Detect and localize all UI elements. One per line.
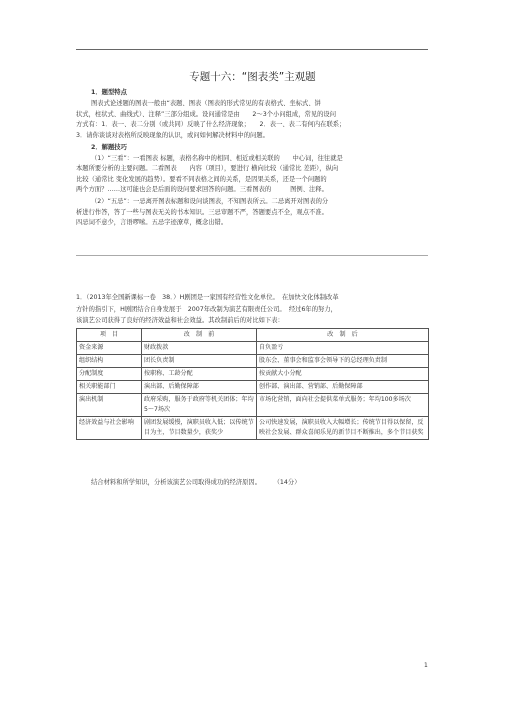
question-line-1: 1．（2013年全国新课标一卷 38．）H剧团是一家国有经营性文化单位。 在加快文化体制改革 <box>76 294 339 301</box>
table-cell: 自负盈亏 <box>257 342 429 355</box>
comparison-table <box>76 328 429 440</box>
table-header-row <box>77 329 429 342</box>
table-header-item: 项 目 <box>77 329 142 342</box>
page-title: 专题十六：“图表类”主观题 <box>189 71 316 83</box>
table-cell: 团长负责制 <box>142 355 257 368</box>
question-line-2: 方针的指引下，H剧团结合自身发展于 2007年改制为演艺有限责任公司。 经过6年的努力， <box>76 306 337 313</box>
table-cell: 演出机制 <box>77 394 142 417</box>
features-line-1: 图表式论述题的图表一般由“表题、图表（图表的形式常见的有表格式、坐标式、饼 <box>91 100 321 107</box>
features-line-4: 3．请你谈谈对表格所反映现象的认识，或问如何解决材料中的问题。 <box>76 132 269 139</box>
skills-line-6: 析进行作答，答了一些与图表无关的书本知识。三忌审题不严，答题要点不全，观点不准。 <box>76 209 328 216</box>
table-cell: 公司快速发展，演职员收入大幅增长；传统节目得以保留，反映社会发展、群众喜闻乐见的新节目不断推出，多个节目获奖 <box>257 417 429 440</box>
section-divider <box>76 255 428 256</box>
features-heading: 1．题型特点 <box>91 89 127 96</box>
header-rule <box>76 49 428 50</box>
skills-line-4: 两个方面？……这可能也会是后面的设问要求回答的问题。三看图表的 图例、注释。 <box>76 186 328 193</box>
skills-heading: 2．解题技巧 <box>91 144 127 151</box>
table-cell: 剧团发展缓慢，演职员收入低；以传统节目为主，节目数量少，获奖少 <box>142 417 257 440</box>
table-cell: 股东会、董事会和监事会领导下的总经理负责制 <box>257 355 429 368</box>
table-cell: 市场化营销，面向社会提供菜单式服务；年均100多场次 <box>257 394 429 417</box>
skills-line-7: 四忌词不意少，言语啰嗦。五忌字迹潦草，概念出错。 <box>76 219 228 226</box>
question-prompt: 结合材料和所学知识，分析该演艺公司取得成功的经济原因。 （14分） <box>91 479 301 486</box>
skills-line-5: （2）“五忌”：一忌离开图表标题和设问谈图表，不知图表所云。二忌离开对图表的分 <box>91 198 329 205</box>
table-header-after: 改 制 后 <box>257 329 429 342</box>
table-cell: 资金来源 <box>77 342 142 355</box>
skills-line-3: 比较（通常比 变化发展的趋势）。要看不同表格之间的关系，是因果关系，还是一个问题的 <box>76 176 327 183</box>
skills-line-1: （1）“三看”：一看图表 标题，表格名称中的相同、相近或相关联的 中心词，往往就是 <box>91 155 343 162</box>
skills-line-2: 本题所要分析的主要问题。二看图表 内容（项目），要进行 横向比较（通常比 差距），纵向 <box>76 165 339 172</box>
table-row <box>77 394 429 417</box>
table-row <box>77 355 429 368</box>
question-line-3: 该演艺公司获得了良好的经济效益和社会效益。其改制前后的对比如下表： <box>76 317 284 324</box>
page-number: 1 <box>424 662 428 669</box>
table-row <box>77 342 429 355</box>
table-cell: 财政拨款 <box>142 342 257 355</box>
features-line-2: 状式，柱状式、曲线式）、注释”三部分组成。设问通常是由 2～3个小问组成，常见的设问 <box>76 111 336 118</box>
table-cell: 按职称、工龄分配 <box>142 368 257 381</box>
table-cell: 创作部、演出部、营销部、后勤保障部 <box>257 381 429 394</box>
table-header-before: 改 制 前 <box>142 329 257 342</box>
table-cell: 演出部、后勤保障部 <box>142 381 257 394</box>
table-row <box>77 368 429 381</box>
table-row <box>77 417 429 440</box>
table-cell: 政府采购，服务于政府等机关团体；年均 5～7场次 <box>142 394 257 417</box>
table-cell: 组织结构 <box>77 355 142 368</box>
features-line-3: 方式有：1．表一、表二分别（或共同）反映了什么经济现象； 2．表一、表二有何内在联系； <box>76 121 346 128</box>
table-cell: 经济效益与社会影响 <box>77 417 142 440</box>
table-cell: 相关职能部门 <box>77 381 142 394</box>
table-cell: 分配制度 <box>77 368 142 381</box>
table-cell: 按贡献大小分配 <box>257 368 429 381</box>
table-row <box>77 381 429 394</box>
